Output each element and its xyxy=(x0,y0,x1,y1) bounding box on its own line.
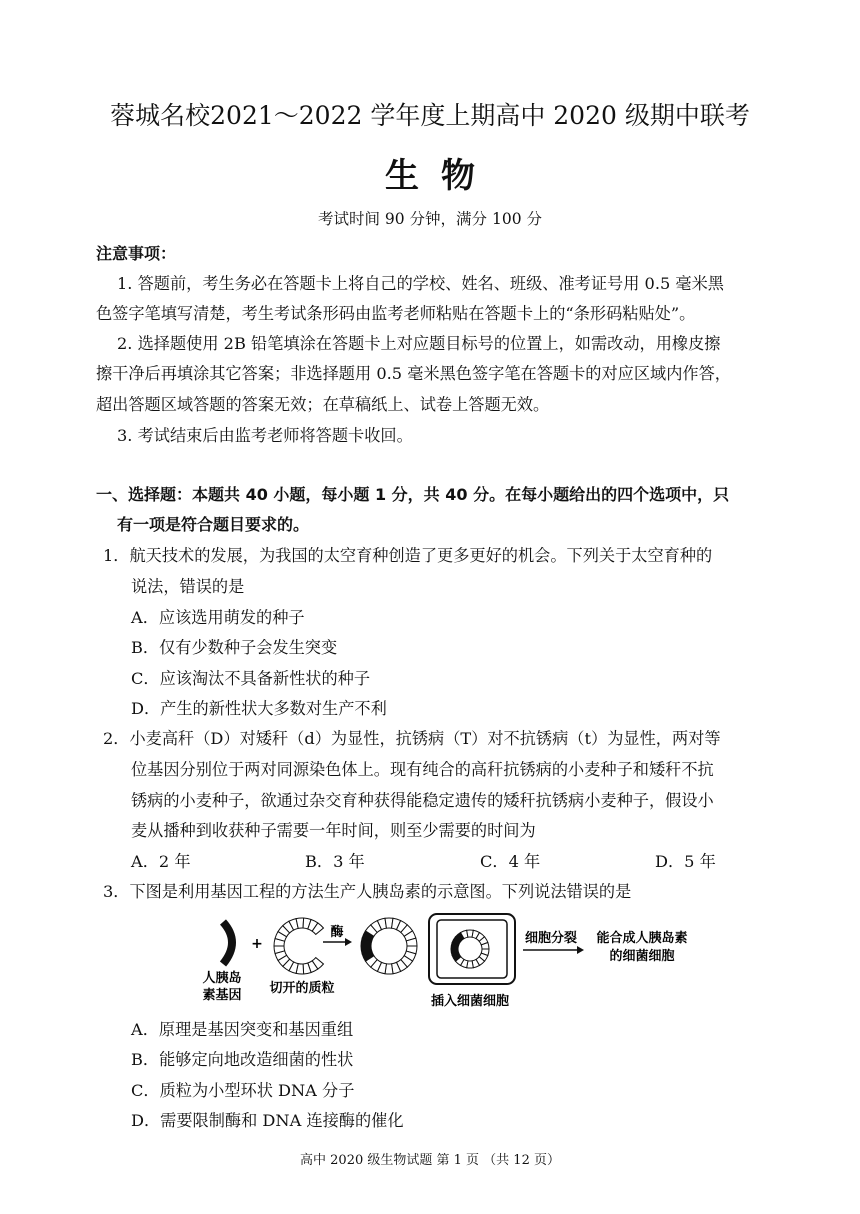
gene-label-line1: 人胰岛 xyxy=(202,971,242,986)
q3-stem: 3．下图是利用基因工程的方法生产人胰岛素的示意图。下列说法错误的是 xyxy=(103,882,632,901)
q3-option-a: A．原理是基因突变和基因重组 xyxy=(131,1020,354,1039)
q1-stem-cont: 说法，错误的是 xyxy=(131,577,245,596)
q3-option-c: C．质粒为小型环状 DNA 分子 xyxy=(131,1081,355,1100)
plasmid-in-cell xyxy=(451,930,489,968)
q2-option-c: C．4 年 xyxy=(480,852,541,871)
result-label-line1: 能合成人胰岛素 xyxy=(596,931,688,946)
cut-plasmid xyxy=(274,918,323,974)
q2-option-b: B．3 年 xyxy=(305,852,365,871)
q2-option-d: D．5 年 xyxy=(655,852,716,871)
recombinant-plasmid xyxy=(361,918,417,974)
notes-heading: 注意事项： xyxy=(96,244,177,263)
q1-option-a: A．应该选用萌发的种子 xyxy=(131,608,305,627)
plus-sign: + xyxy=(251,936,263,952)
division-label: 细胞分裂 xyxy=(524,931,578,946)
notes-line: 色签字笔填写清楚，考生考试条形码由监考老师粘贴在答题卡上的“条形码粘贴处”。 xyxy=(96,304,696,323)
subject-title: 生物 xyxy=(385,156,497,196)
q1-option-d: D．产生的新性状大多数对生产不利 xyxy=(131,699,387,718)
q2-stem-cont: 位基因分别位于两对同源染色体上。现有纯合的高秆抗锈病的小麦种子和矮秆不抗 xyxy=(131,760,714,779)
q3-option-d: D．需要限制酶和 DNA 连接酶的催化 xyxy=(131,1111,404,1130)
gene-engineering-diagram xyxy=(197,906,717,1010)
insulin-gene-fragment xyxy=(223,922,232,964)
insert-label: 插入细菌细胞 xyxy=(430,994,510,1009)
cut-plasmid-label: 切开的质粒 xyxy=(269,981,335,996)
bacterial-cell xyxy=(429,914,515,984)
notes-line: 1. 答题前，考生务必在答题卡上将自己的学校、姓名、班级、准考证号用 0.5 毫米黑 xyxy=(117,274,724,293)
q1-stem: 1．航天技术的发展，为我国的太空育种创造了更多更好的机会。下列关于太空育种的 xyxy=(103,546,713,565)
enzyme-label: 酶 xyxy=(330,925,344,940)
q1-option-c: C．应该淘汰不具备新性状的种子 xyxy=(131,669,371,688)
notes-line: 超出答题区域答题的答案无效；在草稿纸上、试卷上答题无效。 xyxy=(96,395,550,414)
notes-line: 3. 考试结束后由监考老师将答题卡收回。 xyxy=(117,426,413,445)
exam-time-info: 考试时间 90 分钟，满分 100 分 xyxy=(317,210,543,228)
result-label-line2: 的细菌细胞 xyxy=(609,949,675,964)
section-heading-cont: 有一项是符合题目要求的。 xyxy=(117,515,310,534)
gene-label-line2: 素基因 xyxy=(202,988,242,1003)
q3-option-b: B．能够定向地改造细菌的性状 xyxy=(131,1050,354,1069)
q2-stem-cont: 锈病的小麦种子，欲通过杂交育种获得能稳定遗传的矮秆抗锈病小麦种子，假设小 xyxy=(131,791,714,810)
notes-line: 2. 选择题使用 2B 铅笔填涂在答题卡上对应题目标号的位置上，如需改动，用橡皮擦 xyxy=(117,334,721,353)
q2-option-a: A．2 年 xyxy=(131,852,191,871)
notes-line: 擦干净后再填涂其它答案；非选择题用 0.5 毫米黑色签字笔在答题卡的对应区域内作答， xyxy=(96,364,731,383)
exam-title: 蓉城名校2021～2022 学年度上期高中 2020 级期中联考 xyxy=(110,101,750,130)
q2-stem: 2．小麦高秆（D）对矮秆（d）为显性，抗锈病（T）对不抗锈病（t）为显性，两对等 xyxy=(103,729,721,748)
page-footer: 高中 2020 级生物试题 第 1 页 （共 12 页） xyxy=(300,1153,560,1168)
q1-option-b: B．仅有少数种子会发生突变 xyxy=(131,638,338,657)
q2-stem-cont: 麦从播种到收获种子需要一年时间，则至少需要的时间为 xyxy=(131,821,536,840)
section-heading: 一、选择题：本题共 40 小题，每小题 1 分，共 40 分。在每小题给出的四个选项中，只 xyxy=(96,485,730,504)
